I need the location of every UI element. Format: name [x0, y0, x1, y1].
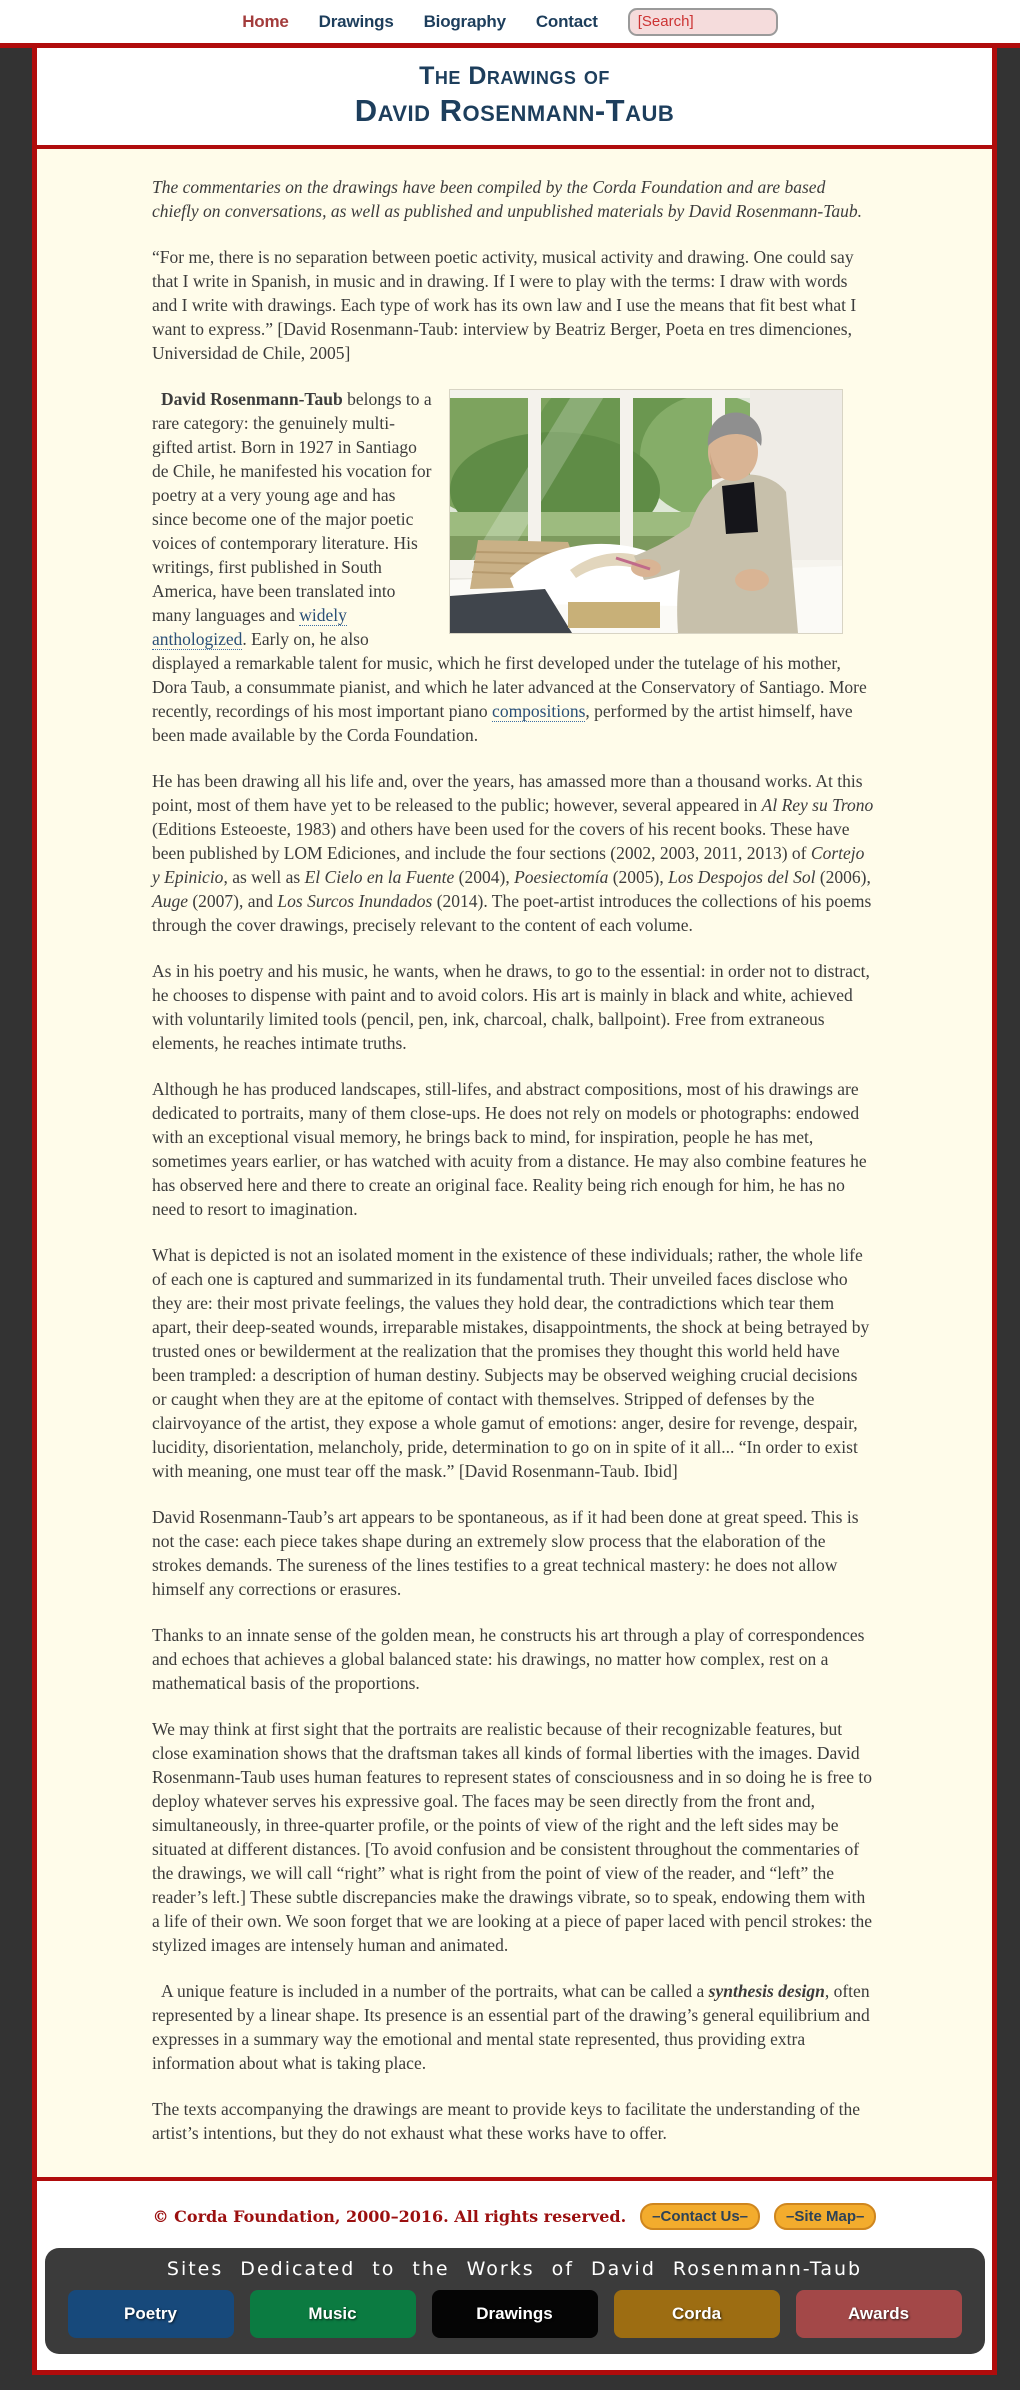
page-header [37, 48, 992, 145]
site-button-awards[interactable]: Awards [796, 2290, 962, 2338]
paragraph: What is depicted is not an isolated moment in the existence of these individuals; rather, the whole life of each one is captured and summarized in its fundamental truth. Their unveiled faces disclose who they are: their most private feelings, the values they hold dear, the contradictions which tear them apart, their deep-seated wounds, irreparable mistakes, disappointments, the shock at being betrayed by trusted ones or bewilderment at the realization that the promises they thought this world held have been trampled: a description of human destiny. Subjects may be observed weighing crucial decisions or caught when they are at the epitome of contact with themselves. Stripped of defenses by the clairvoyance of the artist, they expose a whole gamut of emotions: anger, desire for revenge, despair, lucidity, disorientation, melancholy, pride, determination to go on in spite of it all... “In order to exist with meaning, one must tear off the mask.” [David Rosenmann-Taub. Ibid] [152, 1245, 870, 1481]
site-button-poetry[interactable]: Poetry [68, 2290, 234, 2338]
text-segment: Al Rey su Trono [761, 795, 874, 815]
site-map-button[interactable]: –Site Map– [774, 2203, 876, 2230]
paragraph: He has been drawing all his life and, over the years, has amassed more than a thousand works. At this point, most of them have yet to be released to the public; however, several appeared in Al Rey su Trono (Editions Esteoeste, 1983) and others have been used for the covers of his recent books. These have been published by LOM Ediciones, and include the four sections (2002, 2003, 2011, 2013) of Cortejo y Epinicio, as well as El Cielo en la Fuente (2004), Poesiectomía (2005), Los Despojos del Sol (2006), Auge (2007), and Los Surcos Inundados (2014). The poet-artist introduces the collections of his poems through the cover drawings, precisely relevant to the content of each volume. [152, 771, 874, 935]
footer [37, 2181, 992, 2370]
paragraph: Although he has produced landscapes, still-lifes, and abstract compositions, most of his drawings are dedicated to portraits, many of them close-ups. He does not rely on models or photographs: endowed with an exceptional visual memory, he brings back to mind, for inspiration, people he has met, sometimes years earlier, or has watched with acuity from a distance. He may also combine features he has observed here and there to create an original face. Reality being rich enough for him, he has no need to resort to imagination. [152, 1079, 867, 1219]
nav-item-contact[interactable]: Contact [535, 11, 598, 31]
article [37, 149, 992, 2177]
page-title-line1: The Drawings of [419, 62, 610, 90]
paragraph: A unique feature is included in a number of the portraits, what can be called a synthesis design, often represented by a linear shape. Its presence is an essential part of the drawing’s general equilibrium and expresses in a summary way the emotional and mental state represented, thus providing extra information about what is taking place. [152, 1981, 870, 2073]
text-segment: David Rosenmann-Taub [161, 389, 343, 409]
sites-banner [45, 2248, 985, 2354]
search-input[interactable] [628, 8, 778, 36]
text-segment: synthesis design [708, 1981, 825, 2001]
paragraph: As in his poetry and his music, he wants, when he draws, to go to the essential: in order not to distract, he chooses to dispense with paint and to avoid colors. His art is mainly in black and white, achieved with voluntarily limited tools (pencil, pen, ink, charcoal, chalk, ballpoint). Free from extraneous elements, he reaches intimate truths. [152, 961, 870, 1053]
copyright-text: © Corda Foundation, 2000–2016. All rights reserved. [152, 2207, 627, 2226]
text-segment: El Cielo en la Fuente [304, 867, 455, 887]
artist-photo-illustration [450, 390, 842, 633]
nav-links [242, 12, 598, 32]
text-segment: Cortejo y Epinicio [152, 843, 865, 887]
site-button-drawings[interactable]: Drawings [432, 2290, 598, 2338]
text-segment: Los Surcos Inundados [277, 891, 433, 911]
paragraph: Thanks to an innate sense of the golden mean, he constructs his art through a play of correspondences and echoes that achieves a global balanced state: his drawings, no matter how complex, rest on a mathematical basis of the proportions. [152, 1625, 865, 1693]
paragraph: “For me, there is no separation between poetic activity, musical activity and drawing. One could say that I write in Spanish, in music and in drawing. If I were to play with the terms: I draw with words and I write with drawings. Each type of work has its own law and I use the means that fit best what I want to express.” [David Rosenmann-Taub: interview by Beatriz Berger, Poeta en tres dimenciones, Universidad de Chile, 2005] [152, 247, 857, 363]
sites-buttons-row [45, 2290, 985, 2338]
bottom-gap [0, 2375, 1020, 2390]
nav-item-drawings[interactable]: Drawings [318, 11, 394, 31]
paragraph: We may think at first sight that the portraits are realistic because of their recognizable features, but close examination shows that the draftsman takes all kinds of formal liberties with the images. David Rosenmann-Taub uses human features to represent states of consciousness and in so doing he is free to deploy whatever serves his expressive goal. The faces may be seen directly from the front and, simultaneously, in three-quarter profile, or the points of view of the right and the left sides may be situated at different distances. [To avoid confusion and be consistent throughout the commentaries of the drawings, we will call “right” what is right from the point of view of the reader, and “left” the reader’s left.] These subtle discrepancies make the drawings vibrate, so to speak, endowing them with a life of their own. We soon forget that we are looking at a piece of paper laced with pencil strokes: the stylized images are intensely human and animated. [152, 1719, 873, 1955]
artist-photo [449, 389, 843, 634]
site-button-corda[interactable]: Corda [614, 2290, 780, 2338]
paragraph: The commentaries on the drawings have been compiled by the Corda Foundation and are based chiefly on conversations, as well as published and unpublished materials by David Rosenmann-Taub. [152, 177, 862, 221]
top-navigation [0, 0, 1020, 43]
copyright-row [37, 2203, 992, 2230]
paragraph: David Rosenmann-Taub’s art appears to be spontaneous, as if it had been done at great speed. This is not the case: each piece takes shape during an extremely slow process that the elaboration of the strokes demands. The sureness of the lines testifies to a great technical mastery: he does not allow himself any corrections or erasures. [152, 1507, 859, 1599]
page-title-line2: David Rosenmann-Taub [354, 93, 675, 128]
paragraph: David Rosenmann-Taub belongs to a rare category: the genuinely multi-gifted artist. Born in 1927 in Santiago de Chile, he manifested his vocation for poetry at a very young age and has since become one of the major poetic voices of contemporary literature. His writings, first published in South America, have been translated into many languages and widely anthologized. Early on, he also displayed a remarkable talent for music, which he first developed under the tutelage of his mother, Dora Taub, a consummate pianist, and which he later advanced at the Conservatory of Santiago. More recently, recordings of his most important piano compositions, performed by the artist himself, have been made available by the Corda Foundation. [152, 389, 867, 745]
text-segment: Los Despojos del Sol [668, 867, 816, 887]
inline-link[interactable]: compositions [492, 701, 586, 721]
paragraph: The texts accompanying the drawings are meant to provide keys to facilitate the understanding of the artist’s intentions, but they do not exhaust what these works have to offer. [152, 2099, 861, 2143]
content-panel [32, 48, 997, 2375]
nav-item-home[interactable]: Home [242, 11, 289, 31]
text-segment: Poesiectomía [514, 867, 609, 887]
contact-us-button[interactable]: –Contact Us– [640, 2203, 760, 2230]
nav-item-biography[interactable]: Biography [423, 11, 506, 31]
text-segment: Auge [152, 891, 188, 911]
sites-banner-title: Sites Dedicated to the Works of David Rosenmann-Taub [166, 2258, 863, 2280]
site-button-music[interactable]: Music [250, 2290, 416, 2338]
inline-link[interactable]: widely anthologized [152, 605, 347, 649]
